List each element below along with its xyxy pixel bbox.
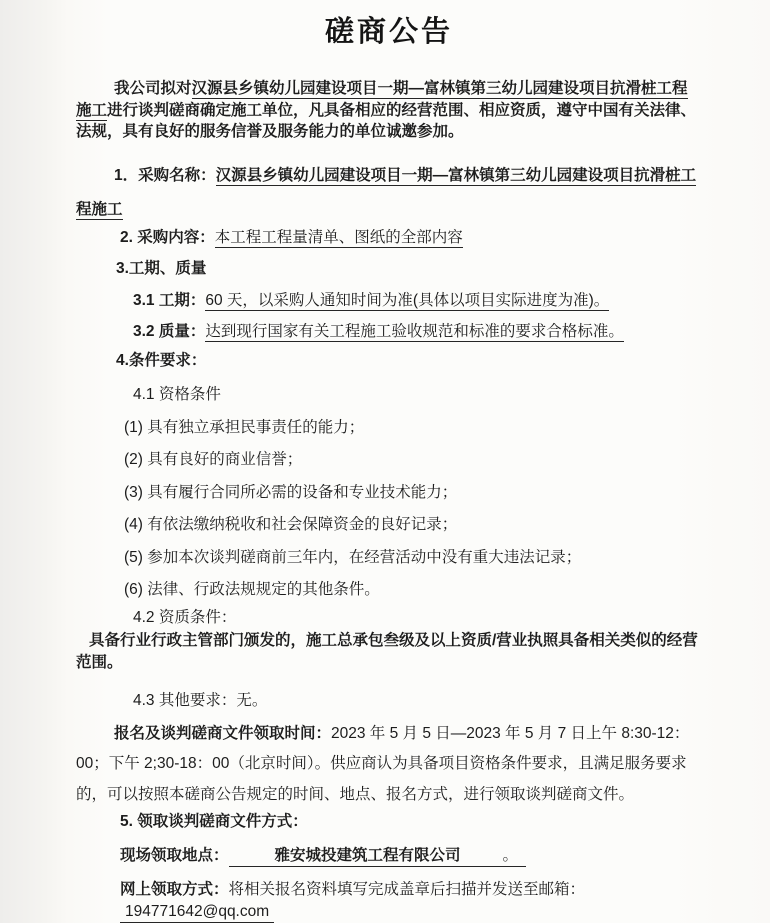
other-requirements: 4.3 其他要求：无。: [133, 692, 268, 709]
duration-item: [76, 290, 702, 312]
qualification-item-3: (3) 具有履行合同所必需的设备和专业技术能力；: [124, 483, 458, 501]
intro-paragraph: [76, 78, 702, 143]
intro-project-name: 汉源县乡镇幼儿园建设项目一期—富林镇第三幼儿园建设项目抗滑桩工程施工: [76, 80, 688, 119]
onsite-pickup-period: 。: [501, 847, 527, 867]
conditions-heading: 4.条件要求：: [116, 351, 207, 369]
procurement-name-value: 汉源县乡镇幼儿园建设项目一期—富林镇第三幼儿园建设项目抗滑桩工程施工: [76, 166, 697, 218]
quality-label: 3.2 质量：: [133, 323, 206, 340]
intro-rest: 进行谈判磋商确定施工单位，凡具备相应的经营范围、相应资质，遵守中国有关法律、法规，具有良好的服务信誉及服务能力的单位诚邀参加。: [76, 101, 697, 140]
signup-time-label: 报名及谈判磋商文件领取时间：: [114, 724, 332, 742]
pickup-method-heading: 5. 领取谈判磋商文件方式：: [120, 813, 308, 830]
signup-time-text: 2023 年 5 月 5 日—2023 年 5 月 7 日上午 8:30-12：00；下午 2;30-18：00（北京时间）。供应商认为具备项目资格条件要求，且满足服务要求的，可以按照本磋商公告规定的时间、地点、报名方式，进行领取谈判磋商文件。: [76, 724, 690, 803]
online-pickup-label: 网上领取方式：: [120, 881, 229, 898]
procurement-name-label: 1．采购名称：: [114, 166, 216, 184]
procurement-content-item: [76, 227, 702, 249]
qualification-item-2: (2) 具有良好的商业信誉；: [124, 451, 303, 468]
certificate-heading: 4.2 资质条件：: [133, 608, 237, 626]
procurement-content-value: 本工程工程量清单、图纸的全部内容: [214, 228, 463, 246]
certificate-body: 具备行业行政主管部门颁发的，施工总承包叁级及以上资质/营业执照具备相关类似的经营范围。: [76, 632, 698, 671]
onsite-pickup-line: [76, 845, 702, 867]
onsite-pickup-company: 雅安城投建筑工程有限公司: [229, 847, 501, 867]
online-pickup-text: 将相关报名资料填写完成盖章后扫描并发送至邮箱：: [228, 881, 586, 898]
intro-lead: 我公司拟对: [114, 80, 192, 97]
duration-value: 60 天，以采购人通知时间为准(具体以项目实际进度为准)。: [205, 291, 610, 309]
schedule-quality-heading: 3.工期、质量: [116, 260, 207, 277]
quality-value: 达到现行国家有关工程施工验收规范和标准的要求合格标准。: [205, 323, 624, 340]
signup-time-paragraph: [76, 719, 702, 811]
qualification-item-4: (4) 有依法缴纳税收和社会保障资金的良好记录；: [124, 516, 458, 533]
page-title: 磋商公告: [324, 16, 453, 48]
onsite-pickup-label: 现场领取地点：: [120, 846, 229, 864]
procurement-name-item: [76, 159, 702, 227]
qualification-item-6: (6) 法律、行政法规规定的其他条件。: [124, 581, 380, 598]
duration-label: 3.1 工期：: [133, 291, 206, 309]
online-pickup-line: [76, 879, 702, 922]
procurement-content-label: 2. 采购内容：: [120, 228, 215, 246]
qualification-heading: 4.1 资格条件: [133, 386, 221, 403]
qualification-item-1: (1) 具有独立承担民事责任的能力；: [124, 418, 365, 436]
quality-item: [76, 321, 702, 343]
online-pickup-email: 194771642@qq.com: [120, 903, 274, 923]
qualification-item-5: (5) 参加本次谈判磋商前三年内，在经营活动中没有重大违法记录；: [124, 548, 582, 566]
